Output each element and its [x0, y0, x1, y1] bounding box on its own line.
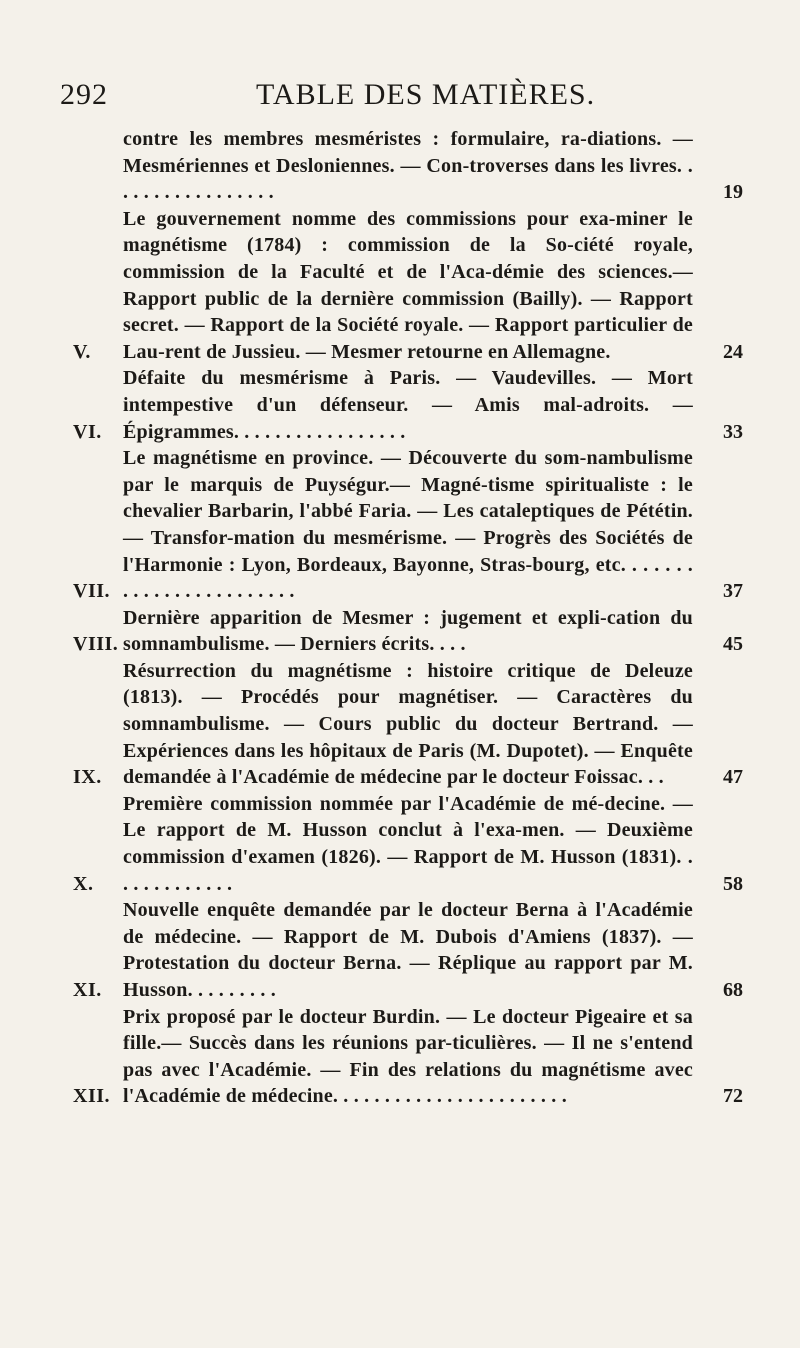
- chapter-numeral: VIII.: [73, 633, 119, 656]
- toc-entry: [73, 365, 743, 445]
- chapter-summary: Défaite du mesmérisme à Paris. — Vaudevilles. — Mort intempestive d'un défenseur. — Amis mal-adroits. — Épigrammes. . . . . . . . . . . . . . . . .: [123, 367, 693, 443]
- chapter-summary: Résurrection du magnétisme : histoire critique de Deleuze (1813). — Procédés pour magnétiser. — Caractères du somnambulisme. — Cours public du docteur Bertrand. — Expériences dans les hôpitaux de Paris (M. Dupotet). — Enquête demandée à l'Académie de médecine par le docteur Foissac. . .: [123, 659, 693, 789]
- chapter-page: 45: [723, 633, 743, 656]
- chapter-summary: Le gouvernement nomme des commissions pour exa-miner le magnétisme (1784) : commission de la So-ciété royale, commission de la Faculté et de l'Aca-démie des sciences.— Rapport public de la dernière commission (Bailly). — Rapport secret. — Rapport de la Société royale. — Rapport particulier de Lau-rent de Jussieu. — Mesmer retourne en Allemagne.: [123, 207, 693, 363]
- chapter-summary: Dernière apparition de Mesmer : jugement et expli-cation du somnambulisme. — Derniers écrits. . . .: [123, 606, 693, 656]
- toc-entry: [73, 658, 743, 791]
- running-header: [60, 78, 740, 118]
- toc-entry: [73, 791, 743, 897]
- toc-entry: [73, 897, 743, 1003]
- chapter-summary: Prix proposé par le docteur Burdin. — Le docteur Pigeaire et sa fille.— Succès dans les réunions par-ticulières. — Il ne s'entend pas avec l'Académie. — Fin des relations du magnétisme avec l'Académie de médecine. . . . . . . . . . . . . . . . . . . . . . .: [123, 1005, 693, 1108]
- chapter-numeral: IX.: [73, 766, 102, 789]
- chapter-numeral: VII.: [73, 580, 111, 603]
- toc-entry: [73, 126, 743, 206]
- chapter-summary: Nouvelle enquête demandée par le docteur Berna à l'Académie de médecine. — Rapport de M. Dubois d'Amiens (1837). — Protestation du docteur Berna. — Réplique au rapport par M. Husson. . . . . . . . .: [123, 899, 693, 1001]
- chapter-page: 58: [723, 872, 743, 895]
- page-number: 292: [60, 78, 108, 111]
- chapter-page: 24: [723, 340, 743, 363]
- chapter-page: 68: [723, 979, 743, 1001]
- chapter-page: 47: [723, 766, 743, 789]
- chapter-numeral: VI.: [73, 420, 102, 443]
- toc-entry: [73, 605, 743, 658]
- chapter-summary: Première commission nommée par l'Académie de mé-decine. — Le rapport de M. Husson conclut à l'exa-men. — Deuxième commission d'examen (1826). — Rapport de M. Husson (1831). . . . . . . . . . . . .: [123, 792, 693, 895]
- chapter-numeral: V.: [73, 340, 91, 363]
- chapter-page: 37: [723, 580, 743, 603]
- chapter-summary: Le magnétisme en province. — Découverte du som-nambulisme par le marquis de Puységur.— Magné-tisme spiritualiste : le chevalier Barbarin, l'abbé Faria. — Les cataleptiques de Pététin. — Transfor-mation du mesmérisme. — Progrès des Sociétés de l'Harmonie : Lyon, Bordeaux, Bayonne, Stras-bourg, etc. . . . . . . . . . . . . . . . . . . . . . . .: [123, 447, 693, 603]
- table-of-contents: [73, 126, 743, 1110]
- toc-entry: [73, 206, 743, 366]
- chapter-page: 19: [723, 181, 743, 204]
- chapter-numeral: X.: [73, 872, 94, 895]
- chapter-numeral: XI.: [73, 979, 102, 1001]
- chapter-numeral: XII.: [73, 1085, 111, 1108]
- toc-entry: [73, 1004, 743, 1110]
- running-title: TABLE DES MATIÈRES.: [256, 78, 596, 111]
- toc-entry: [73, 445, 743, 605]
- chapter-summary: contre les membres mesméristes : formulaire, ra-diations. — Mesmériennes et Desloniennes. — Con-troverses dans les livres. . . . . . . . . . . . . . . . .: [123, 128, 693, 204]
- chapter-page: 33: [723, 420, 743, 443]
- chapter-page: 72: [723, 1085, 743, 1108]
